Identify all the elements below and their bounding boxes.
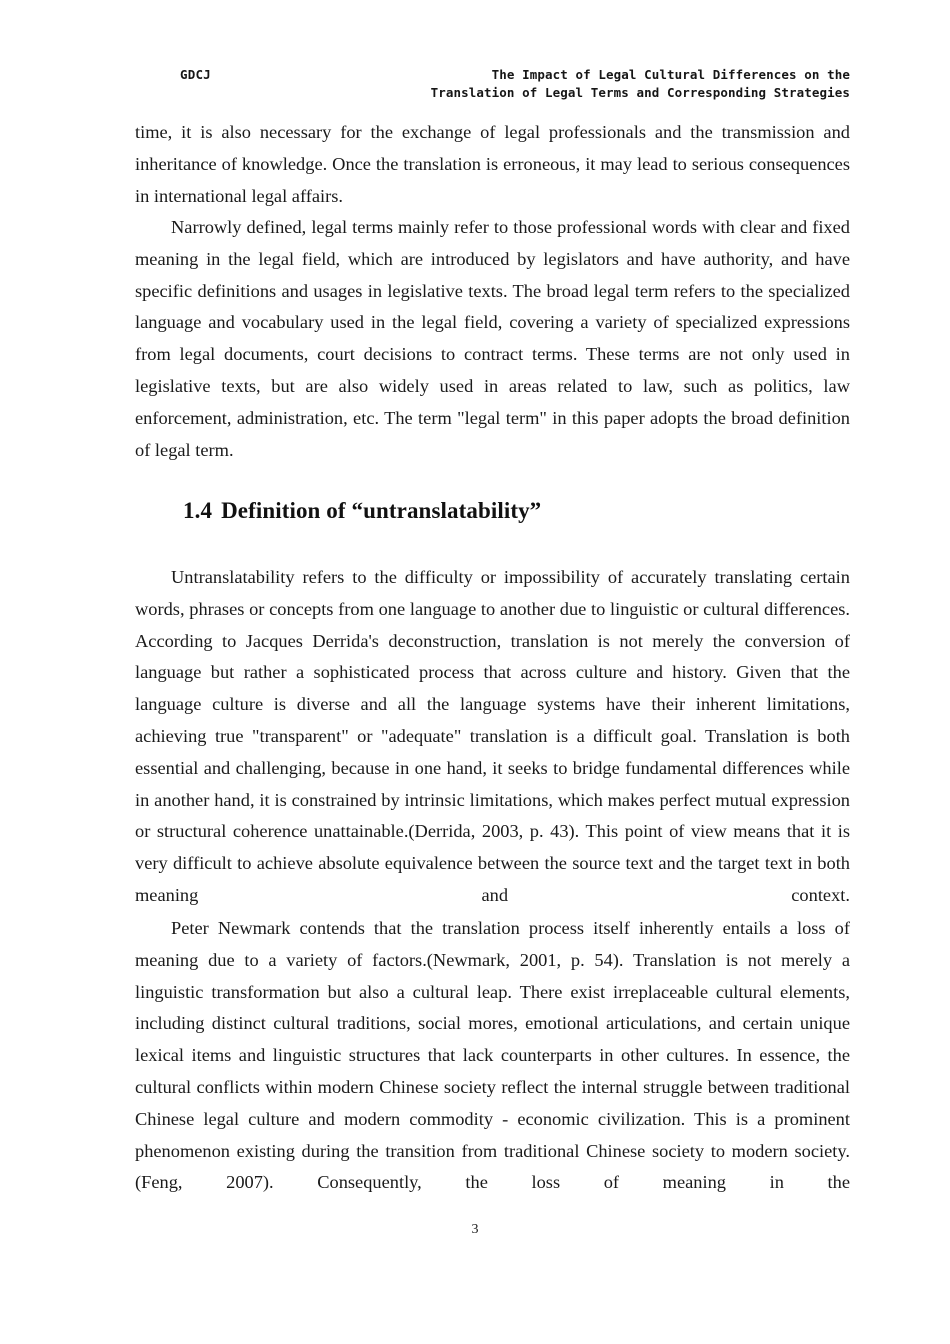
header-document-title [431,66,850,102]
paragraph-block-continuation [135,117,850,212]
paragraph-newmark-text: Peter Newmark contends that the translation process itself inherently entails a loss of meaning due to a variety of factors.(Newmark, 2001, p. 54). Translation is not merely a linguistic transformation but also a cultural leap. There exist irreplaceable cultural elements, including distinct cultural traditions, social mores, emotional articulations, and certain unique lexical items and linguistic structures that lack counterparts in other cultures. In essence, the cultural conflicts within modern Chinese society reflect the internal struggle between traditional Chinese legal culture and modern commodity - economic civilization. This is a prominent phenomenon existing during the transition from traditional Chinese society to modern society.(Feng, 2007). Consequently, the loss of meaning in the [135,918,850,1193]
paragraph-block-legal-terms [135,212,850,466]
header-institution-label: GDCJ [180,67,211,82]
paragraph-legal-terms-text: Narrowly defined, legal terms mainly refer to those professional words with clear and fixed meaning in the legal field, which are introduced by legislators and have authority, and have specific definitions and usages in legislative texts. The broad legal term refers to the specialized language and vocabulary used in the legal field, covering a variety of specialized expressions from legal documents, court decisions to contract terms. These terms are not only used in legislative texts, but are also widely used in areas related to law, such as politics, law enforcement, administration, etc. The term "legal term" in this paper adopts the broad definition of legal term. [135,217,850,460]
running-header [180,66,850,102]
paragraph-continuation-text: time, it is also necessary for the exchange of legal professionals and the transmission and inheritance of knowledge. Once the translation is erroneous, it may lead to serious consequences in international legal affairs. [135,122,850,206]
section-heading [183,498,541,524]
header-title-line-1: The Impact of Legal Cultural Differences on the [491,67,850,82]
paragraph-block-newmark [135,913,850,1199]
section-heading-text: Definition of “untranslatability” [221,498,542,523]
page-number: 3 [471,1222,479,1237]
section-heading-number: 1.4 [183,498,213,523]
header-title-line-2: Translation of Legal Terms and Corresponding Strategies [430,85,850,100]
paragraph-untranslatability-text: Untranslatability refers to the difficulty or impossibility of accurately translating certain words, phrases or concepts from one language to another due to linguistic or cultural differences. According to Jacques Derrida's deconstruction, translation is not merely the conversion of language but rather a sophisticated process that across culture and history. Given that the language culture is diverse and all the language systems have their inherent limitations, achieving true "transparent" or "adequate" translation is a difficult goal. Translation is both essential and challenging, because in one hand, it seeks to bridge fundamental differences while in another hand, it is constrained by intrinsic limitations, which makes perfect mutual expression or structural coherence unattainable.(Derrida, 2003, p. 43). This point of view means that it is very difficult to achieve absolute equivalence between the source text and the target text in both meaning and context. [135,567,850,905]
paragraph-block-untranslatability [135,562,850,912]
